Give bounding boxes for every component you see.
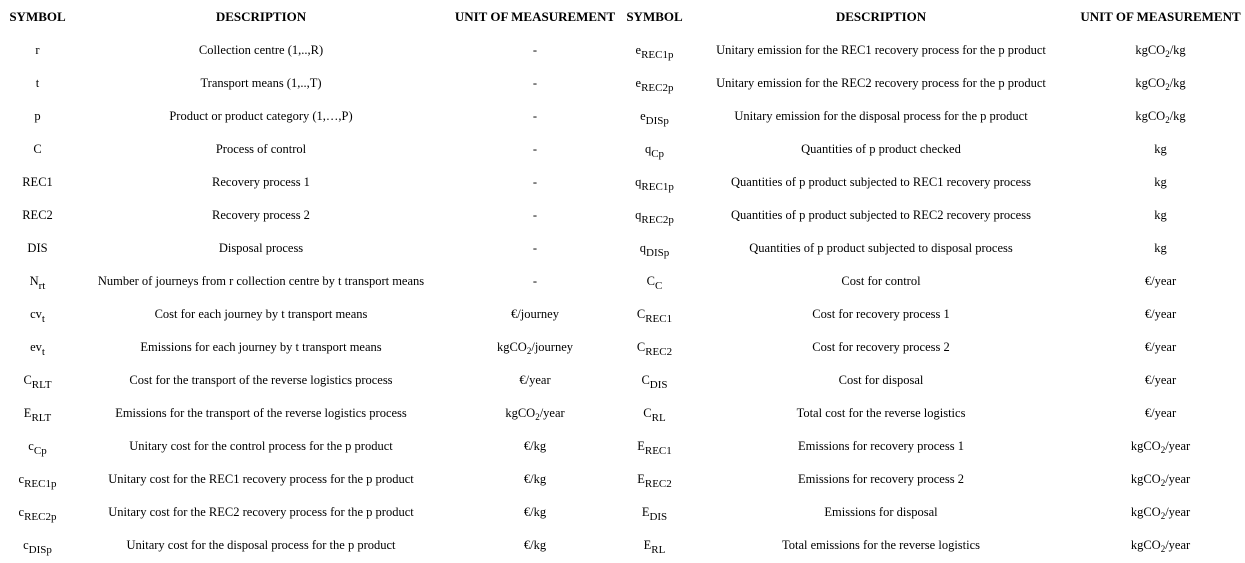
description-cell: Disposal process (218, 241, 304, 255)
unit-text: kgCO (1130, 538, 1161, 552)
unit-text: €/kg (523, 505, 547, 519)
symbol-cell (623, 199, 686, 232)
symbol-cell (0, 364, 75, 397)
unit-cell (1076, 232, 1245, 265)
unit-cell (447, 496, 623, 529)
unit-text: - (532, 76, 538, 90)
unit-text: - (532, 43, 538, 57)
symbol-text: REC1 (22, 175, 53, 189)
symbol-text: q (635, 208, 642, 222)
symbol-cell (623, 166, 686, 199)
symbol-cell (0, 529, 75, 562)
symbol-text: E (637, 439, 645, 453)
unit-text: kgCO (1135, 109, 1166, 123)
symbol-subscript: rt (38, 280, 46, 292)
symbol-subscript: RL (651, 412, 666, 424)
symbol-cell (0, 397, 75, 430)
unit-text: €/year (1144, 373, 1177, 387)
description-cell: Recovery process 1 (212, 175, 310, 189)
symbol-text: E (641, 505, 650, 519)
symbol-cell (0, 232, 75, 265)
table-row (0, 529, 1245, 562)
symbol-subscript: REC2p (641, 82, 674, 94)
unit-suffix: /kg (1169, 43, 1186, 57)
description-cell: Unitary cost for the REC1 recovery process for the p product (108, 472, 414, 486)
unit-cell (1076, 265, 1245, 298)
unit-cell (447, 331, 623, 364)
header-row (0, 0, 1245, 34)
unit-text: €/year (1144, 307, 1177, 321)
symbol-subscript: Cp (651, 148, 665, 160)
symbol-cell (623, 232, 686, 265)
unit-cell (447, 298, 623, 331)
unit-cell (1076, 166, 1245, 199)
symbol-cell (0, 463, 75, 496)
unit-text: €/year (519, 373, 551, 387)
description-cell: Unitary cost for the REC2 recovery process for the p product (108, 505, 414, 519)
symbol-subscript: DISp (28, 544, 52, 556)
unit-text: kgCO (1135, 43, 1166, 57)
description-cell: Emissions for disposal (824, 505, 938, 519)
unit-cell (1076, 463, 1245, 496)
description-cell: Unitary cost for the disposal process for the p product (126, 538, 396, 552)
unit-cell (447, 133, 623, 166)
symbol-text: DIS (27, 241, 48, 255)
unit-text: - (532, 109, 538, 123)
unit-text: kgCO (1130, 472, 1161, 486)
symbol-subscript: RLT (31, 412, 52, 424)
unit-text: - (532, 241, 538, 255)
unit-subscript: 2 (535, 412, 540, 422)
description-cell: Transport means (1,..,T) (200, 76, 322, 90)
header-symbol-right: SYMBOL (626, 9, 683, 24)
symbol-cell (623, 463, 686, 496)
symbol-text: t (35, 76, 40, 90)
symbol-subscript: t (41, 346, 45, 358)
unit-cell (1076, 529, 1245, 562)
table-row (0, 298, 1245, 331)
symbol-text: c (23, 538, 29, 552)
description-cell: Quantities of p product subjected to disposal process (749, 241, 1013, 255)
symbol-cell (0, 496, 75, 529)
symbol-subscript: REC2 (645, 346, 673, 358)
unit-text: kgCO (496, 340, 527, 354)
header-unit-left: UNIT OF MEASUREMENT (454, 9, 616, 24)
symbol-subscript: REC1 (644, 445, 672, 457)
symbol-text: C (641, 373, 650, 387)
unit-cell (1076, 199, 1245, 232)
unit-cell (447, 100, 623, 133)
table-row (0, 496, 1245, 529)
symbol-subscript: C (655, 280, 663, 292)
unit-cell (447, 529, 623, 562)
description-cell: Total emissions for the reverse logistics (781, 538, 981, 552)
table-row (0, 67, 1245, 100)
symbol-cell (623, 298, 686, 331)
unit-suffix: /year (1165, 472, 1191, 486)
description-cell: Cost for control (841, 274, 921, 288)
unit-suffix: /year (539, 406, 565, 420)
description-cell: Cost for recovery process 2 (812, 340, 950, 354)
symbol-text: E (637, 472, 645, 486)
symbol-subscript: REC2p (24, 511, 57, 523)
symbol-text: C (636, 307, 646, 321)
header-unit-right: UNIT OF MEASUREMENT (1080, 9, 1241, 24)
symbol-cell (623, 34, 686, 67)
unit-subscript: 2 (1160, 511, 1166, 521)
unit-text: kgCO (1135, 76, 1166, 90)
unit-text: - (532, 274, 538, 288)
unit-suffix: /kg (1169, 76, 1186, 90)
table-row (0, 364, 1245, 397)
unit-subscript: 2 (526, 346, 532, 356)
description-cell: Quantities of p product subjected to REC2 recovery process (731, 208, 1031, 222)
symbol-text: cv (30, 307, 42, 321)
unit-cell (447, 67, 623, 100)
unit-cell (1076, 133, 1245, 166)
symbol-cell (0, 265, 75, 298)
unit-text: - (532, 175, 538, 189)
description-cell: Collection centre (1,..,R) (198, 43, 324, 57)
symbol-cell (623, 100, 686, 133)
unit-cell (1076, 67, 1245, 100)
table-row (0, 166, 1245, 199)
header-description-right: DESCRIPTION (835, 9, 927, 24)
symbol-text: e (635, 76, 642, 90)
description-cell: Cost for the transport of the reverse logistics process (129, 373, 393, 387)
symbol-cell (0, 199, 75, 232)
unit-text: - (532, 142, 538, 156)
unit-text: kg (1154, 142, 1167, 156)
symbol-cell (623, 331, 686, 364)
unit-cell (447, 397, 623, 430)
table-row (0, 397, 1245, 430)
unit-cell (447, 232, 623, 265)
description-cell: Emissions for recovery process 2 (798, 472, 964, 486)
symbol-text: c (18, 505, 25, 519)
symbol-text: q (635, 175, 642, 189)
unit-text: €/kg (523, 538, 547, 552)
symbol-text: c (18, 472, 25, 486)
symbol-text: N (29, 274, 39, 288)
symbol-cell (0, 100, 75, 133)
symbol-subscript: RL (651, 544, 666, 556)
symbol-cell (0, 430, 75, 463)
symbol-subscript: DIS (649, 379, 668, 391)
description-cell: Product or product category (1,…,P) (169, 109, 353, 123)
description-cell: Process of control (215, 142, 307, 156)
description-cell: Emissions for each journey by t transport means (140, 340, 382, 354)
symbol-cell (623, 265, 686, 298)
unit-text: €/kg (523, 439, 547, 453)
symbol-text: p (34, 109, 41, 123)
description-cell: Emissions for recovery process 1 (798, 439, 964, 453)
unit-cell (1076, 430, 1245, 463)
unit-text: - (532, 208, 538, 222)
unit-cell (1076, 100, 1245, 133)
unit-cell (1076, 298, 1245, 331)
symbol-text: C (33, 142, 42, 156)
table-row (0, 463, 1245, 496)
unit-cell (447, 430, 623, 463)
unit-cell (1076, 34, 1245, 67)
description-cell: Quantities of p product checked (801, 142, 961, 156)
unit-text: kgCO (505, 406, 536, 420)
symbol-cell (623, 397, 686, 430)
unit-cell (1076, 331, 1245, 364)
symbol-text: C (636, 340, 646, 354)
symbol-cell (623, 364, 686, 397)
unit-text: €/journey (511, 307, 559, 321)
description-cell: Cost for disposal (838, 373, 924, 387)
table-row (0, 199, 1245, 232)
symbol-cell (0, 133, 75, 166)
symbol-subscript: REC2 (644, 478, 672, 490)
symbol-text: REC2 (22, 208, 53, 222)
unit-subscript: 2 (1160, 478, 1166, 488)
unit-text: €/year (1144, 340, 1177, 354)
symbol-cell (0, 67, 75, 100)
table-row (0, 232, 1245, 265)
symbol-cell (0, 298, 75, 331)
unit-cell (447, 34, 623, 67)
symbol-subscript: REC2p (641, 214, 674, 226)
symbol-subscript: DISp (645, 115, 669, 127)
description-cell: Quantities of p product subjected to REC1 recovery process (731, 175, 1031, 189)
unit-suffix: /year (1165, 439, 1191, 453)
unit-subscript: 2 (1160, 445, 1166, 455)
unit-suffix: /year (1165, 505, 1191, 519)
unit-suffix: /journey (531, 340, 574, 354)
symbol-subscript: Cp (33, 445, 47, 457)
unit-cell (447, 364, 623, 397)
unit-cell (1076, 397, 1245, 430)
symbol-subscript: REC1 (645, 313, 673, 325)
header-description-left: DESCRIPTION (215, 9, 307, 24)
symbol-cell (0, 166, 75, 199)
unit-text: kgCO (1130, 439, 1161, 453)
unit-cell (447, 463, 623, 496)
unit-text: €/year (1144, 406, 1177, 420)
table-body (0, 34, 1245, 562)
unit-subscript: 2 (1160, 544, 1166, 554)
symbol-subscript: REC1p (641, 181, 674, 193)
unit-text: €/kg (523, 472, 547, 486)
unit-subscript: 2 (1165, 49, 1170, 59)
symbol-cell (623, 67, 686, 100)
description-cell: Unitary emission for the disposal process for the p product (734, 109, 1028, 123)
unit-subscript: 2 (1165, 82, 1170, 92)
symbol-text: r (35, 43, 40, 57)
symbol-text: e (635, 43, 642, 57)
unit-subscript: 2 (1165, 115, 1170, 125)
symbol-subscript: REC1p (641, 49, 674, 61)
symbol-text: E (23, 406, 32, 420)
symbol-text: ev (30, 340, 42, 354)
unit-cell (1076, 364, 1245, 397)
description-cell: Cost for each journey by t transport means (154, 307, 368, 321)
symbol-subscript: REC1p (24, 478, 57, 490)
symbol-cell (0, 331, 75, 364)
symbol-subscript: t (41, 313, 45, 325)
description-cell: Number of journeys from r collection centre by t transport means (97, 274, 425, 288)
unit-cell (1076, 496, 1245, 529)
table-row (0, 265, 1245, 298)
description-cell: Cost for recovery process 1 (812, 307, 950, 321)
symbol-text: C (643, 406, 652, 420)
symbol-subscript: DIS (649, 511, 668, 523)
unit-text: kg (1154, 175, 1167, 189)
unit-text: kg (1154, 208, 1167, 222)
symbol-cell (623, 430, 686, 463)
symbol-cell (623, 529, 686, 562)
symbol-text: q (639, 241, 646, 255)
symbol-text: C (646, 274, 655, 288)
symbol-cell (623, 496, 686, 529)
description-cell: Unitary emission for the REC1 recovery process for the p product (716, 43, 1046, 57)
symbol-cell (0, 34, 75, 67)
symbol-subscript: DISp (646, 247, 670, 259)
unit-text: kgCO (1130, 505, 1161, 519)
symbol-text: c (28, 439, 34, 453)
symbol-text: C (23, 373, 32, 387)
unit-cell (447, 199, 623, 232)
unit-cell (447, 166, 623, 199)
symbol-cell (623, 133, 686, 166)
header-symbol-left: SYMBOL (9, 9, 66, 24)
description-cell: Emissions for the transport of the reverse logistics process (115, 406, 407, 420)
unit-text: €/year (1144, 274, 1177, 288)
symbol-text: E (643, 538, 652, 552)
table-row (0, 430, 1245, 463)
description-cell: Unitary cost for the control process for the p product (129, 439, 393, 453)
description-cell: Total cost for the reverse logistics (796, 406, 966, 420)
description-cell: Recovery process 2 (212, 208, 310, 222)
table-row (0, 34, 1245, 67)
unit-cell (447, 265, 623, 298)
unit-suffix: /kg (1169, 109, 1186, 123)
description-cell: Unitary emission for the REC2 recovery process for the p product (716, 76, 1046, 90)
table-row (0, 100, 1245, 133)
symbol-subscript: RLT (31, 379, 52, 391)
unit-text: kg (1154, 241, 1167, 255)
symbol-text: q (644, 142, 652, 156)
table-row (0, 331, 1245, 364)
unit-suffix: /year (1165, 538, 1191, 552)
symbol-text: e (640, 109, 646, 123)
table-row (0, 133, 1245, 166)
